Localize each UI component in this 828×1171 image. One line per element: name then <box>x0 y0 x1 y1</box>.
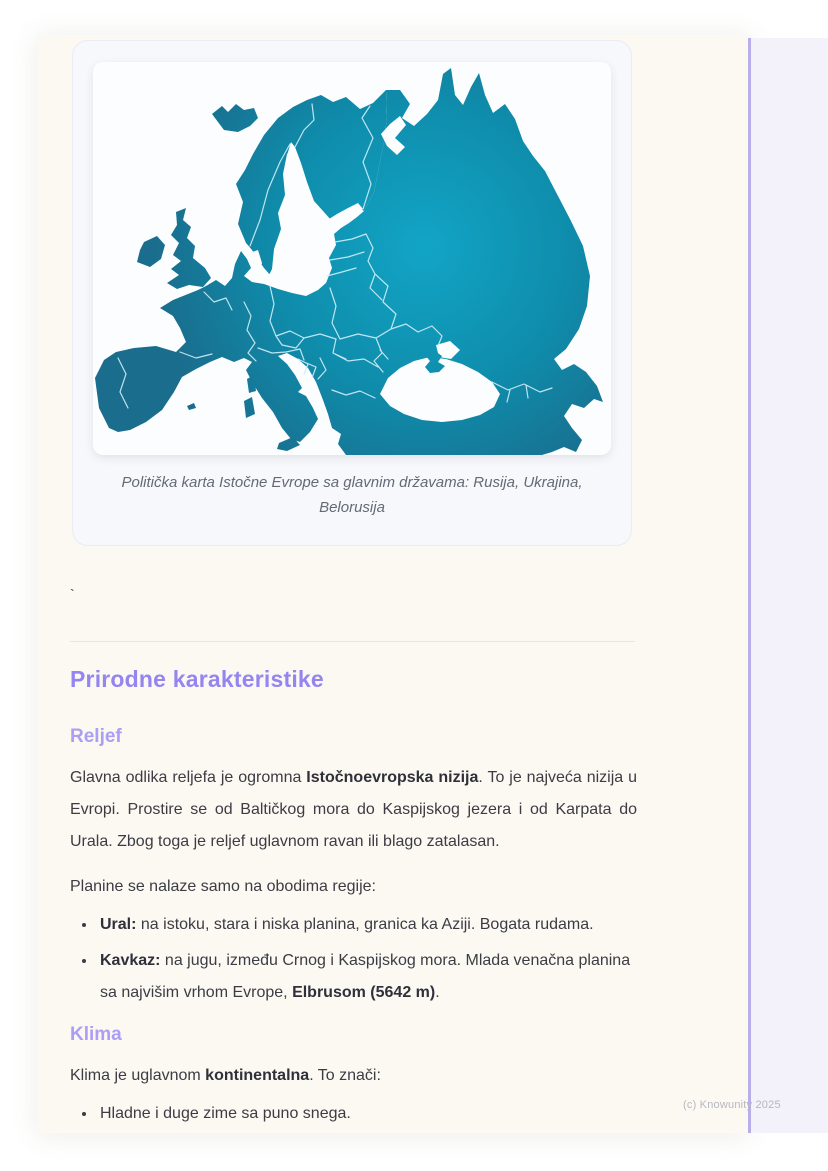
list-item: • Kavkaz: na jugu, između Crnog i Kaspijskog mora. Mlada venačna planina sa najvišim vrhom Evrope, Elbrusom (5642 m). <box>97 945 637 1009</box>
europe-map <box>93 62 611 455</box>
subsection-heading-klima: Klima <box>70 1024 122 1045</box>
balearic-shape <box>187 403 196 410</box>
ireland-shape <box>137 236 165 267</box>
list-item: • Hladne i duge zime sa puno snega. <box>97 1098 637 1130</box>
figure-caption: Politička karta Istočne Evrope sa glavnim državama: Rusija, Ukrajina, Belorusija <box>121 474 583 516</box>
great-britain-shape <box>167 208 211 289</box>
sardinia-shape <box>244 397 255 418</box>
next-page-panel <box>751 38 828 1133</box>
bullet-list-planine <box>70 909 637 1009</box>
list-item: • Ural: na istoku, stara i niska planina, granica ka Aziji. Bogata rudama. <box>97 909 637 941</box>
subsection-heading-reljef: Reljef <box>70 726 122 747</box>
paragraph-reljef-2: Planine se nalaze samo na obodima regije: <box>70 878 376 895</box>
section-heading: Prirodne karakteristike <box>70 666 324 692</box>
paragraph-klima-1: Klima je uglavnom kontinentalna. To znači: <box>70 1067 381 1084</box>
section-divider <box>70 641 635 642</box>
page-content <box>70 35 637 1130</box>
map-card <box>93 62 611 455</box>
bullet-list-klima <box>70 1098 637 1130</box>
figure-card <box>72 40 632 546</box>
landmass <box>95 68 603 455</box>
document-page <box>37 35 749 1133</box>
copyright-watermark: (c) Knowunity 2025 <box>683 1099 781 1111</box>
stray-backtick: ` <box>70 586 75 602</box>
iceland-shape <box>212 104 258 132</box>
paragraph-reljef-1: Glavna odlika reljefa je ogromna Istočnoevropska nizija. To je najveća nizija u Evropi. Prostire se od Baltičkog mora do Kaspijskog jezera i od Karpata do Urala. Zbog toga je reljef uglavnom ravan ili blago zatalasan. <box>70 769 638 850</box>
